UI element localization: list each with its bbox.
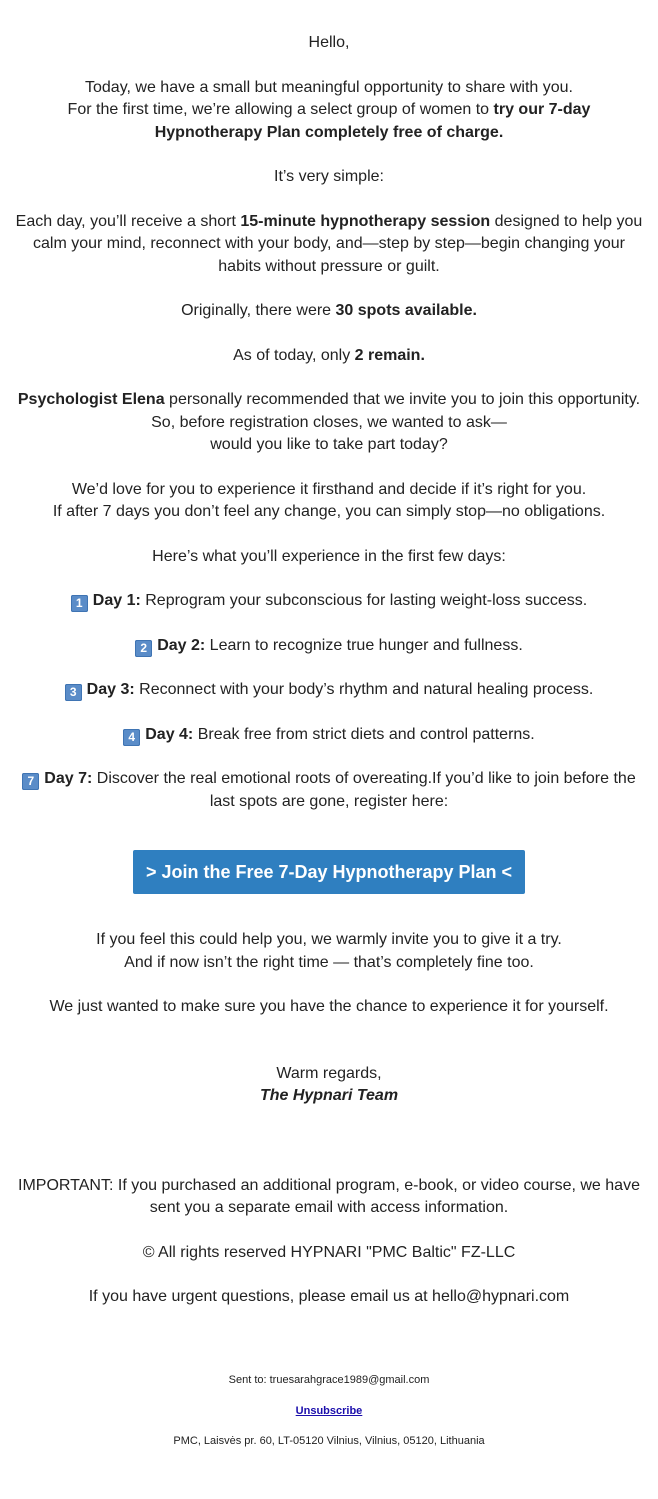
recommend-bold: Psychologist Elena [17, 391, 165, 408]
recommend-paragraph [12, 389, 646, 457]
each-day-post: designed to help you [490, 212, 643, 230]
address-text: PMC, Laisvės pr. 60, LT-05120 Vilnius, Vilnius, 05120, Lithuania [173, 1434, 485, 1447]
each-day-line3: habits without pressure or guilt. [218, 257, 440, 275]
day-label: Day 7: [44, 770, 93, 787]
greeting: Hello, [308, 34, 350, 51]
signoff [12, 1063, 646, 1108]
day-text: Learn to recognize true hunger and fullness. [205, 636, 523, 654]
day-text: Break free from strict diets and control patterns. [193, 725, 535, 743]
keycap-4-icon: 4 [123, 729, 140, 746]
spots-pre: Originally, there were [181, 302, 336, 319]
first-days-text: Here’s what you’ll experience in the first few days: [152, 547, 506, 565]
intro-line2-bold: try our 7-day [493, 101, 591, 118]
cta-container [12, 850, 646, 894]
day-label: Day 1: [92, 592, 141, 609]
day-item [12, 635, 646, 658]
join-plan-button[interactable]: > Join the Free 7-Day Hypnotherapy Plan < [133, 850, 525, 894]
day-text: Discover the real emotional roots of overeating.If you’d like to join before the [92, 770, 636, 787]
each-day-pre: Each day, you’ll receive a short [15, 212, 241, 230]
each-day-line2: calm your mind, reconnect with your body, and—step by step—begin changing your [32, 235, 626, 252]
contact-text: If you have urgent questions, please email us at hello@hypnari.com [88, 1288, 570, 1305]
day-item [12, 724, 646, 747]
closing-paragraph [12, 929, 646, 974]
each-day-paragraph [12, 211, 646, 279]
recommend-post: personally recommended that we invite you to join this opportunity. [164, 391, 641, 408]
day-item [12, 590, 646, 613]
day-text: Reconnect with your body’s rhythm and natural healing process. [134, 681, 594, 698]
unsubscribe-link[interactable]: Unsubscribe [295, 1404, 363, 1417]
email-body [0, 32, 658, 1448]
important-line1: IMPORTANT: If you purchased an additional program, e-book, or video course, we have [18, 1176, 640, 1194]
experience-line2: If after 7 days you don’t feel any change, you can simply stop—no obligations. [52, 503, 606, 520]
intro-paragraph [12, 77, 646, 145]
rights-text: © All rights reserved HYPNARI "PMC Baltic" FZ-LLC [142, 1243, 516, 1261]
unsubscribe-wrap [12, 1403, 646, 1418]
closing-line2: And if now isn’t the right time — that’s completely fine too. [124, 953, 534, 971]
each-day-bold: 15-minute hypnotherapy session [240, 212, 491, 230]
team-name: The Hypnari Team [259, 1087, 399, 1104]
day-label: Day 3: [86, 681, 135, 698]
intro-line2: For the first time, we’re allowing a select group of women to [67, 101, 494, 118]
remain-bold: 2 remain. [354, 346, 425, 364]
closing-line1: If you feel this could help you, we warmly invite you to give it a try. [96, 931, 562, 948]
day-item [12, 768, 646, 813]
experience-line1: We’d love for you to experience it firsthand and decide if it’s right for you. [71, 480, 587, 498]
simple-text: It’s very simple: [274, 168, 384, 185]
day-item [12, 679, 646, 702]
day-text-line2: last spots are gone, register here: [209, 792, 449, 810]
keycap-3-icon: 3 [65, 684, 82, 701]
recommend-line2: So, before registration closes, we wanted to ask— [151, 413, 507, 431]
day-label: Day 4: [145, 725, 194, 743]
intro-line3-bold: Hypnotherapy Plan completely free of charge. [154, 123, 504, 141]
recommend-line3: would you like to take part today? [210, 436, 448, 453]
important-line2: sent you a separate email with access information. [149, 1199, 509, 1216]
remain-paragraph [12, 345, 646, 368]
keycap-7-icon: 7 [22, 773, 39, 790]
spots-bold: 30 spots available. [335, 302, 477, 319]
intro-line1: Today, we have a small but meaningful opportunity to share with you. [85, 78, 573, 96]
sent-to-text: Sent to: truesarahgrace1989@gmail.com [228, 1373, 430, 1386]
day-label: Day 2: [157, 636, 206, 654]
closing-line3: We just wanted to make sure you have the chance to experience it for yourself. [49, 998, 609, 1015]
keycap-1-icon: 1 [71, 595, 88, 612]
experience-paragraph [12, 479, 646, 524]
remain-pre: As of today, only [233, 346, 355, 364]
important-paragraph [12, 1175, 646, 1220]
keycap-2-icon: 2 [135, 640, 152, 657]
regards-text: Warm regards, [276, 1064, 382, 1082]
spots-paragraph [12, 300, 646, 323]
day-text: Reprogram your subconscious for lasting weight-loss success. [140, 592, 588, 609]
